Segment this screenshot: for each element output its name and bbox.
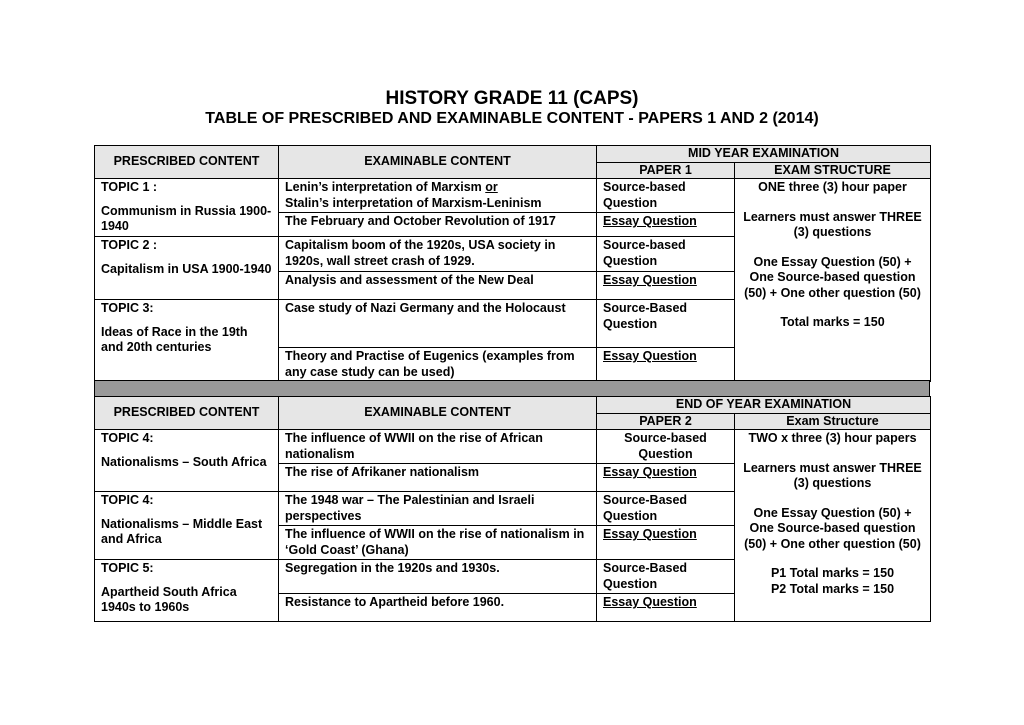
examinable-content-header: EXAMINABLE CONTENT bbox=[279, 146, 597, 179]
topic-cell: TOPIC 5: Apartheid South Africa 1940s to 1960s bbox=[95, 560, 279, 622]
content-cell: The February and October Revolution of 1917 bbox=[279, 213, 597, 237]
end-year-table bbox=[94, 396, 931, 622]
content-cell: Resistance to Apartheid before 1960. bbox=[279, 594, 597, 622]
content-cell: The influence of WWII on the rise of nationalism in ‘Gold Coast’ (Ghana) bbox=[279, 526, 597, 560]
page-title: HISTORY GRADE 11 (CAPS) bbox=[385, 88, 639, 109]
mid-header-row bbox=[95, 146, 931, 163]
exam-structure-cell: ONE three (3) hour paper Learners must answer THREE (3) questions One Essay Question (50) + One Source-based question (50) + One other question (50) Total marks = 150 bbox=[735, 179, 931, 382]
topic-cell bbox=[95, 179, 279, 237]
topic-label: TOPIC 1 : bbox=[101, 180, 158, 194]
prescribed-content-header: PRESCRIBED CONTENT bbox=[95, 146, 279, 179]
paper-cell: Essay Question bbox=[597, 526, 735, 560]
topic-cell: TOPIC 4: Nationalisms – Middle East and Africa bbox=[95, 492, 279, 560]
table-row bbox=[95, 430, 931, 464]
topic-name: Communism in Russia 1900-1940 bbox=[101, 203, 272, 233]
paper-cell: Source-based Question bbox=[597, 179, 735, 213]
exam-structure-header: EXAM STRUCTURE bbox=[735, 162, 931, 179]
exam-structure-cell: TWO x three (3) hour papers Learners must answer THREE (3) questions One Essay Question (50) + One Source-based question (50) + One other question (50) P1 Total marks = 150 P2 Total marks = 150 bbox=[735, 430, 931, 622]
topic-cell: TOPIC 4: Nationalisms – South Africa bbox=[95, 430, 279, 492]
content-cell: The 1948 war – The Palestinian and Israeli perspectives bbox=[279, 492, 597, 526]
topic-cell: TOPIC 3: Ideas of Race in the 19th and 20th centuries bbox=[95, 300, 279, 382]
paper-cell: Source-based Question bbox=[597, 237, 735, 272]
content-cell: Case study of Nazi Germany and the Holocaust bbox=[279, 300, 597, 348]
paper-cell: Essay Question bbox=[597, 348, 735, 382]
content-cell: Segregation in the 1920s and 1930s. bbox=[279, 560, 597, 594]
content-cell: The rise of Afrikaner nationalism bbox=[279, 464, 597, 492]
section-separator bbox=[94, 380, 930, 397]
page-subtitle: TABLE OF PRESCRIBED AND EXAMINABLE CONTENT - PAPERS 1 AND 2 (2014) bbox=[205, 110, 819, 127]
paper-cell: Source-Based Question bbox=[597, 492, 735, 526]
paper-1-header: PAPER 1 bbox=[597, 162, 735, 179]
prescribed-content-header: PRESCRIBED CONTENT bbox=[95, 397, 279, 430]
topic-cell: TOPIC 2 : Capitalism in USA 1900-1940 bbox=[95, 237, 279, 300]
mid-year-exam-header: MID YEAR EXAMINATION bbox=[597, 146, 931, 163]
content-cell: Capitalism boom of the 1920s, USA society in 1920s, wall street crash of 1929. bbox=[279, 237, 597, 272]
paper-cell: Source-based Question bbox=[597, 430, 735, 464]
end-header-row bbox=[95, 397, 931, 414]
content-cell: Theory and Practise of Eugenics (examples from any case study can be used) bbox=[279, 348, 597, 382]
paper-cell: Source-Based Question bbox=[597, 300, 735, 348]
content-cell: Lenin’s interpretation of Marxism or Stalin’s interpretation of Marxism-Leninism bbox=[279, 179, 597, 213]
paper-cell: Essay Question bbox=[597, 464, 735, 492]
mid-year-table bbox=[94, 145, 931, 382]
content-cell: Analysis and assessment of the New Deal bbox=[279, 272, 597, 300]
paper-2-header: PAPER 2 bbox=[597, 413, 735, 430]
end-year-exam-header: END OF YEAR EXAMINATION bbox=[597, 397, 931, 414]
paper-cell: Essay Question bbox=[597, 272, 735, 300]
table-row bbox=[95, 179, 931, 213]
paper-cell: Source-Based Question bbox=[597, 560, 735, 594]
paper-cell: Essay Question bbox=[597, 213, 735, 237]
paper-cell: Essay Question bbox=[597, 594, 735, 622]
exam-structure-header: Exam Structure bbox=[735, 413, 931, 430]
examinable-content-header: EXAMINABLE CONTENT bbox=[279, 397, 597, 430]
content-cell: The influence of WWII on the rise of African nationalism bbox=[279, 430, 597, 464]
